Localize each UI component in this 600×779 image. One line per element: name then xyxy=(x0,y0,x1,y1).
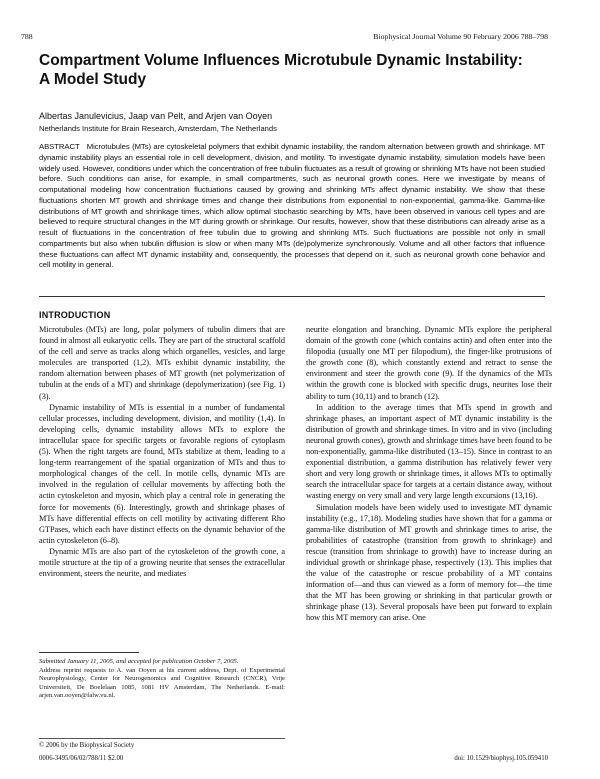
authors: Albertas Janulevicius, Jaap van Pelt, and Arjen van Ooyen xyxy=(39,111,273,121)
left-paragraph-2: Dynamic instability of MTs is essential in a number of fundamental cellular processes, including development, division, and motility (1,4). In developing cells, dynamic instability allows MTs to explore the intracellular space for specific targets or favorable regions of cytoplasm (5). When the right targets are found, MTs stabilize at them, leading to a long-term rearrangement of the spatial organization of MTs and thus to morphological changes of the cell. In motile cells, dynamic MTs are involved in the regulation of cellular movements by affecting both the actin cytoskeleton and myosin, which play a central role in generating the force for movements (6). Interestingly, growth and shrinkage phases of MTs have differential effects on cell motility by activating different Rho GTPases, which each have distinct effects on the dynamic behavior of the actin cytoskeleton (6–8). xyxy=(39,402,285,545)
right-column xyxy=(306,324,552,624)
article-title xyxy=(39,51,559,89)
right-paragraph-3: Simulation models have been widely used to investigate MT dynamic instability (e.g., 17,18). Modeling studies have shown that for a gamma or gamma-like distribution of MT growth and shrinkage times to arise, the probabilities of catastrophe (transition from growth to shrinkage) and rescue (transition from shrinkage to growth) have to increase during an individual growth or shrinkage phase, respectively (13). This implies that the value of the catastrophe or rescue probability of a MT contains information of—and thus can viewed as a form of memory for—the time that the MT has been growing or shrinking in that particular growth or shrinkage phase (13). Several proposals have been put forward to explain how this MT memory can arise. One xyxy=(306,502,552,623)
doi: doi: 10.1529/biophysj.105.059410 xyxy=(454,755,548,762)
copyright-divider xyxy=(39,738,285,739)
reprint-address: Address reprint requests to A. van Ooyen at his current address, Dept. of Experimental Neurophysiology, Center for Neurogenomics and Cognitive Research (CNCR), Vrije Universiteit, De Boelelaan 1085, 1081 HV Amsterdam, The Netherlands. E-mail: arjen.van.ooyen@falw.vu.nl. xyxy=(39,666,285,700)
issn: 0006-3495/06/02/788/11 $2.00 xyxy=(39,755,124,762)
title-line-1: Compartment Volume Influences Microtubule Dynamic Instability: xyxy=(39,52,523,69)
abstract-label: ABSTRACT xyxy=(39,142,80,151)
affiliation: Netherlands Institute for Brain Research, Amsterdam, The Netherlands xyxy=(39,124,277,133)
abstract-text: Microtubules (MTs) are cytoskeletal polymers that exhibit dynamic instability, the random alternation between growth and shrinkage. MT dynamic instability plays an essential role in cell development, division, and motility. To investigate dynamic instability, simulation models have been widely used. However, conditions under which the concentration of free tubulin fluctuates as a result of growing or shrinking MTs have not been studied before. Such conditions can arise, for example, in small compartments, such as neuronal growth cones. Here we investigate by means of computational modeling how concentration fluctuations caused by growing and shrinking MTs affect dynamic instability. We show that these fluctuations shorten MT growth and shrinkage times and change their distributions from exponential to non-exponential, gamma-like. Gamma-like distributions of MT growth and shrinkage times, which allow optimal stochastic searching by MTs, have been observed in various cell types and are believed to require structural changes in the MT during growth or shrinkage. Our results, however, show that these distributions can already arise as a result of fluctuations in the concentration of free tubulin due to growing and shrinking MTs. Such fluctuations are possible not only in small compartments but also when tubulin diffusion is slow or when many MTs (de)polymerize synchronously. Volume and all other factors that influence these fluctuations can affect MT dynamic instability and, consequently, the processes that depend on it, such as neuronal growth cone behavior and cell motility in general. xyxy=(39,142,545,270)
right-paragraph-1: neurite elongation and branching. Dynamic MTs explore the peripheral domain of the growth cone (which contains actin) and often enter into the filopodia (usually one MT per filopodium), the finger-like protrusions of the growth cone (8), which constantly extend and retract to sense the environment and steer the growth cone (9). If the dynamics of the MTs within the growth cone is blocked with specific drugs, neurites lose their ability to turn (10,11) and to branch (12). xyxy=(306,325,552,401)
abstract xyxy=(39,142,545,271)
abstract-divider xyxy=(39,296,545,297)
page-number: 788 xyxy=(21,32,33,41)
title-line-2: A Model Study xyxy=(39,71,147,88)
journal-info: Biophysical Journal Volume 90 February 2006 788–798 xyxy=(373,32,548,41)
footnote-divider xyxy=(39,652,139,653)
right-paragraph-2: In addition to the average times that MTs spend in growth and shrinkage phases, an important aspect of MT dynamic instability is the distribution of growth and shrinkage times. In vitro and in vivo (including neuronal growth cones), growth and shrinkage times have been found to be non-exponentially, gamma-like distributed (13–15). Since in contrast to an exponential distribution, a gamma distribution has relatively fewer very short and very long growth or shrinkage times, it allows MTs to optimally search the intracellular space for targets at a certain distance away, without wasting energy on very small and very large length excursions (13,16). xyxy=(306,402,552,501)
copyright: © 2006 by the Biophysical Society xyxy=(39,742,135,749)
footnotes xyxy=(39,658,285,701)
left-paragraph-3: Dynamic MTs are also part of the cytoskeleton of the growth cone, a motile structure at the tip of a growing neurite that senses the extracellular environment, steers the neurite, and mediates xyxy=(39,546,285,579)
left-column xyxy=(39,324,285,579)
left-paragraph-1: Microtubules (MTs) are long, polar polymers of tubulin dimers that are found in almost all eukaryotic cells. They are part of the structural scaffold of the cell and serve as tracks along which organelles, vesicles, and large molecules are transported (1,2). MTs exhibit dynamic instability, the random alternation between phases of MT growth (net polymerization of tubulin at the ends of a MT) and shrinkage (depolymerization) (see Fig. 1) (3). xyxy=(39,325,285,401)
section-heading: INTRODUCTION xyxy=(39,310,111,320)
submission-note: Submitted January 11, 2005, and accepted for publication October 7, 2005. xyxy=(39,658,239,665)
